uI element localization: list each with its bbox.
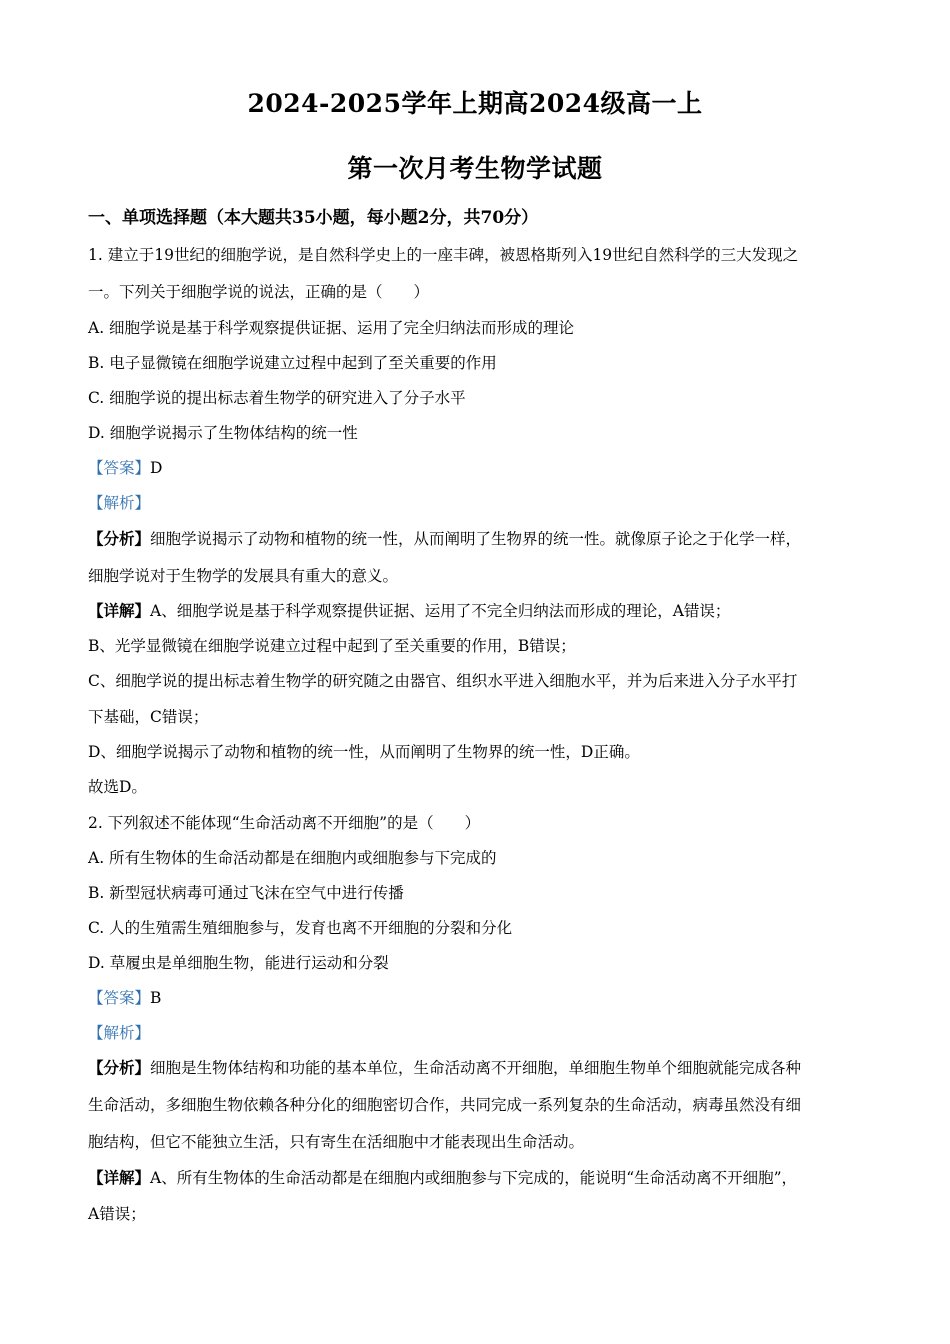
q1-xiangjie-d: D、细胞学说揭示了动物和植物的统一性，从而阐明了生物界的统一性，D正确。 xyxy=(88,743,640,761)
xiangjie-tag: 【详解】 xyxy=(88,1168,151,1187)
q1-answer-row xyxy=(88,456,162,478)
fenxi-tag: 【分析】 xyxy=(88,1058,151,1077)
xiangjie-tag: 【详解】 xyxy=(88,601,151,620)
q2-fenxi-text1: 细胞是生物体结构和功能的基本单位，生命活动离不开细胞，单细胞生物单个细胞就能完成各种 xyxy=(150,1059,802,1077)
q1-xiangjie-a: A、细胞学说是基于科学观察提供证据、运用了不完全归纳法而形成的理论，A错误； xyxy=(150,602,731,620)
section-heading: 一、单项选择题（本大题共35小题，每小题2分，共70分） xyxy=(88,208,539,228)
q1-stem-line2: 一。下列关于细胞学说的说法，正确的是（ ） xyxy=(88,283,430,301)
answer-tag: 【答案】 xyxy=(88,989,151,1007)
q1-answer-value: D xyxy=(150,459,163,477)
q2-xiangjie-a2: A错误； xyxy=(88,1205,146,1223)
exam-title-line2: 第一次月考生物学试题 xyxy=(347,154,603,183)
q1-xiangjie-c1: C、细胞学说的提出标志着生物学的研究随之由器官、组织水平进入细胞水平，并为后来进入分子水平打 xyxy=(88,672,798,690)
analysis-tag: 【解析】 xyxy=(88,494,151,512)
q1-stem-line1: 1. 建立于19世纪的细胞学说，是自然科学史上的一座丰碑，被恩格斯列入19世纪自然科学的三大发现之 xyxy=(88,246,799,264)
q1-option-d: D. 细胞学说揭示了生物体结构的统一性 xyxy=(88,424,358,442)
answer-tag: 【答案】 xyxy=(88,459,151,477)
q1-option-c: C. 细胞学说的提出标志着生物学的研究进入了分子水平 xyxy=(88,389,466,407)
q2-option-a: A. 所有生物体的生命活动都是在细胞内或细胞参与下完成的 xyxy=(88,849,497,867)
q1-xiangjie-line-a xyxy=(88,599,730,621)
q2-xiangjie-a1: A、所有生物体的生命活动都是在细胞内或细胞参与下完成的，能说明“生命活动离不开细胞”， xyxy=(150,1169,798,1187)
q1-option-b: B. 电子显微镜在细胞学说建立过程中起到了至关重要的作用 xyxy=(88,354,497,372)
q1-xiangjie-c2: 下基础，C错误； xyxy=(88,708,209,726)
q1-analysis-row xyxy=(88,491,150,513)
q2-fenxi-line1 xyxy=(88,1056,801,1078)
q2-answer-value: B xyxy=(150,989,162,1007)
q2-fenxi-line3: 胞结构，但它不能独立生活，只有寄生在活细胞中才能表现出生命活动。 xyxy=(88,1133,585,1151)
q2-fenxi-line2: 生命活动，多细胞生物依赖各种分化的细胞密切合作，共同完成一系列复杂的生命活动，病毒虽然没有细 xyxy=(88,1096,802,1114)
q1-fenxi-line2: 细胞学说对于生物学的发展具有重大的意义。 xyxy=(88,567,399,585)
analysis-tag: 【解析】 xyxy=(88,1024,151,1042)
q2-xiangjie-line-a1 xyxy=(88,1166,797,1188)
exam-title-line1: 2024-2025学年上期高2024级高一上 xyxy=(247,89,703,118)
q2-answer-row xyxy=(88,986,161,1008)
q2-stem: 2. 下列叙述不能体现“生命活动离不开细胞”的是（ ） xyxy=(88,814,481,832)
q1-xiangjie-b: B、光学显微镜在细胞学说建立过程中起到了至关重要的作用，B错误； xyxy=(88,637,576,655)
q2-option-b: B. 新型冠状病毒可通过飞沫在空气中进行传播 xyxy=(88,884,404,902)
q2-option-c: C. 人的生殖需生殖细胞参与，发育也离不开细胞的分裂和分化 xyxy=(88,919,513,937)
fenxi-tag: 【分析】 xyxy=(88,529,151,548)
q1-conclusion: 故选D。 xyxy=(88,778,147,796)
q1-fenxi-text1: 细胞学说揭示了动物和植物的统一性，从而阐明了生物界的统一性。就像原子论之于化学一样， xyxy=(150,530,802,548)
q1-fenxi-line1 xyxy=(88,527,801,549)
q2-option-d: D. 草履虫是单细胞生物，能进行运动和分裂 xyxy=(88,954,389,972)
q2-analysis-row xyxy=(88,1021,150,1043)
q1-option-a: A. 细胞学说是基于科学观察提供证据、运用了完全归纳法而形成的理论 xyxy=(88,319,575,337)
